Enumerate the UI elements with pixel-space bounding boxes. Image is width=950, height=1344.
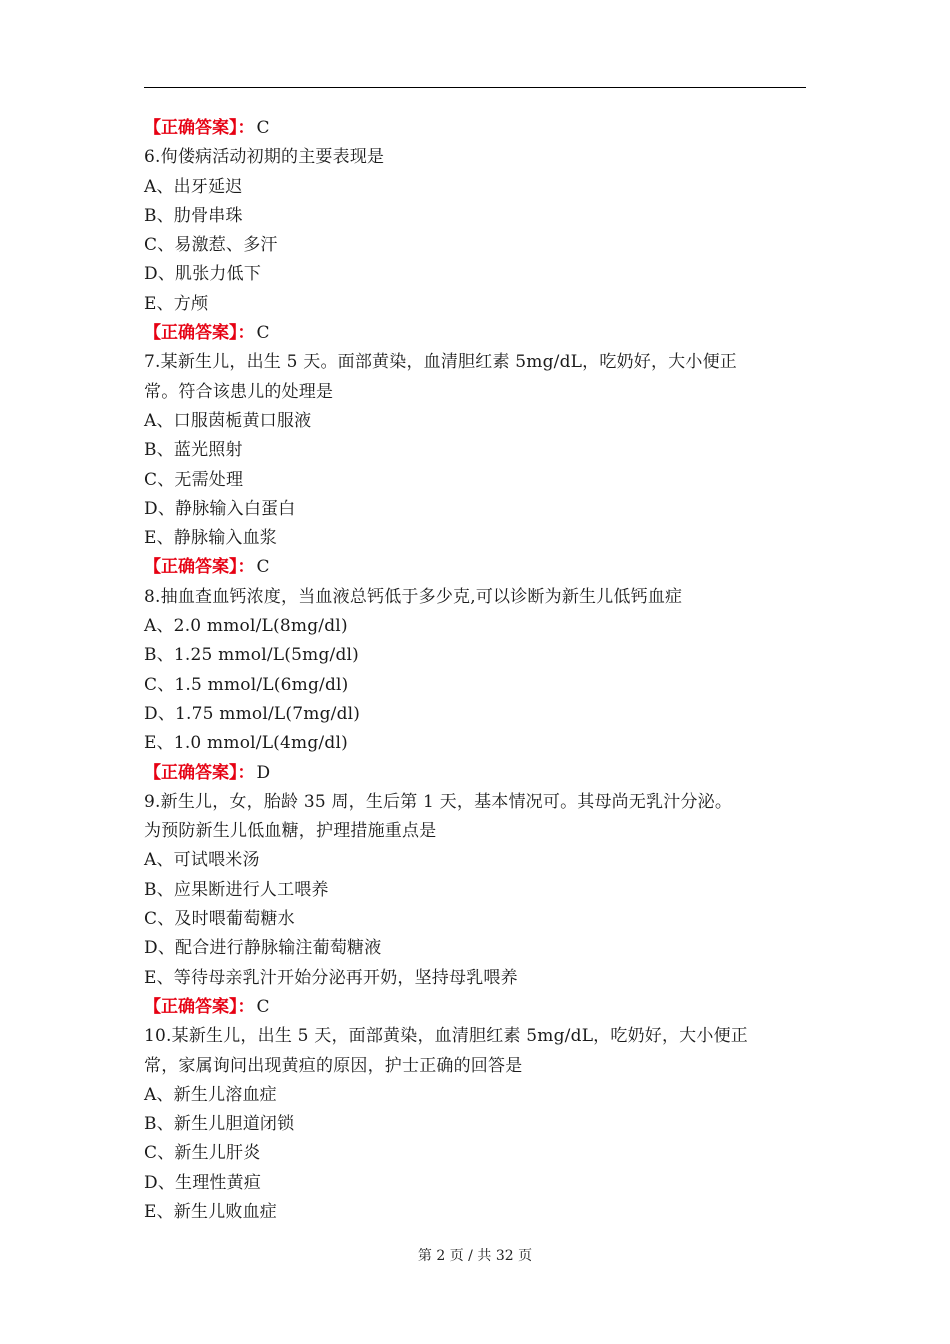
option-a: A、新生儿溶血症 (144, 1084, 277, 1105)
option-c: C、易激惹、多汗 (144, 235, 278, 256)
option-a: A、2.0 mmol/L(8mg/dl) (144, 616, 348, 637)
question-stem: 6.佝偻病活动初期的主要表现是 (144, 147, 385, 168)
option-c: C、无需处理 (144, 469, 244, 490)
question (144, 788, 806, 1022)
question-stem: 8.抽血查血钙浓度，当血液总钙低于多少克,可以诊断为新生儿低钙血症 (144, 586, 683, 607)
question (144, 583, 806, 788)
question (144, 1022, 806, 1227)
option-d: D、1.75 mmol/L(7mg/dl) (144, 703, 361, 724)
answer-line (144, 114, 806, 143)
answer-value: D (256, 762, 271, 783)
answer-label: 【正确答案】： (144, 118, 255, 138)
option-a: A、口服茵栀黄口服液 (144, 410, 312, 431)
option-e: E、方颅 (144, 293, 209, 314)
total-pages-number: 32 (495, 1248, 514, 1264)
answer-value: C (256, 323, 270, 344)
question (144, 143, 806, 348)
option-b: B、肋骨串珠 (144, 205, 243, 226)
option-e: E、新生儿败血症 (144, 1201, 278, 1222)
option-c: C、新生儿肝炎 (144, 1143, 261, 1164)
page-content (144, 114, 806, 1227)
option-d: D、生理性黄疸 (144, 1172, 262, 1193)
answer-line (144, 759, 806, 788)
option-b: B、1.25 mmol/L(5mg/dl) (144, 645, 360, 666)
option-d: D、静脉输入白蛋白 (144, 498, 296, 519)
current-page-number: 2 (436, 1248, 446, 1264)
answer-label: 【正确答案】： (144, 557, 255, 578)
page-footer (0, 1245, 950, 1265)
option-b: B、应果断进行人工喂养 (144, 879, 329, 900)
question-stem: 10.某新生儿，出生 5 天，面部黄染，血清胆红素 5mg/dL，吃奶好，大小便正 常，家属询问出现黄疸的原因，护士正确的回答是 (144, 1026, 748, 1076)
footer-suffix: 页 (518, 1248, 533, 1264)
option-c: C、1.5 mmol/L(6mg/dl) (144, 674, 349, 695)
option-e: E、静脉输入血浆 (144, 528, 278, 549)
option-d: D、配合进行静脉输注葡萄糖液 (144, 938, 382, 959)
option-e: E、等待母亲乳汁开始分泌再开奶，坚持母乳喂养 (144, 967, 518, 988)
answer-label: 【正确答案】： (144, 323, 255, 344)
option-a: A、可试喂米汤 (144, 850, 260, 871)
answer-line (144, 319, 806, 348)
footer-middle: 页 / 共 (449, 1248, 492, 1264)
question-stem: 9.新生儿，女，胎龄 35 周，生后第 1 天，基本情况可。其母尚无乳汁分泌。 为预防新生儿低血糖，护理措施重点是 (144, 791, 733, 842)
option-c: C、及时喂葡萄糖水 (144, 909, 295, 930)
footer-prefix: 第 (417, 1248, 432, 1264)
answer-value: C (256, 996, 270, 1017)
answer-label: 【正确答案】： (144, 762, 255, 783)
option-e: E、1.0 mmol/L(4mg/dl) (144, 733, 348, 754)
option-b: B、蓝光照射 (144, 440, 243, 461)
option-a: A、出牙延迟 (144, 176, 243, 197)
question-stem: 7.某新生儿，出生 5 天。面部黄染，血清胆红素 5mg/dL，吃奶好，大小便正 常。符合该患儿的处理是 (144, 352, 737, 402)
header-rule (144, 87, 806, 88)
answer-value: C (256, 557, 270, 578)
answer-label: 【正确答案】： (144, 996, 255, 1017)
answer-line (144, 553, 806, 582)
question (144, 348, 806, 582)
answer-line (144, 993, 806, 1022)
option-d: D、肌张力低下 (144, 264, 262, 285)
answer-value: C (256, 118, 270, 138)
option-b: B、新生儿胆道闭锁 (144, 1114, 295, 1135)
